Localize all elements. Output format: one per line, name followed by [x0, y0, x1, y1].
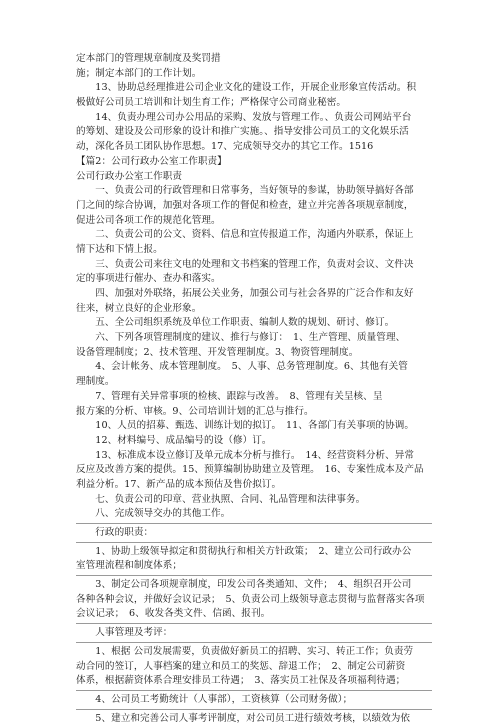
text-line: 的筹划、建设及公司形象的设计和推广实施。、指导安排公司员工的文化娱乐活	[76, 126, 409, 138]
text-line: 7、管理有关异常事项的检核、跟踪与改善。 8、管理有关呈核、呈	[76, 390, 383, 402]
text-line: 人事管理及考评：	[76, 627, 173, 639]
text-line: 定的事项进行催办、查办和落实。	[76, 273, 221, 285]
text-line: 4、会计帐务、成本管理制度。 5、人事、总务管理制度。6、其他有关管	[76, 361, 408, 373]
divider-line	[76, 523, 432, 524]
text-line: 促进公司各项工作的规范化管理。	[76, 214, 221, 226]
text-line: 二、负责公司的公文、资料、信息和宣传报道工作，沟通内外联系，保证上	[76, 229, 414, 241]
text-line: 14、负责办理公司办公用品的采购、发放与管理工作。、负责公司网站平台	[76, 111, 412, 123]
text-line: 门之间的综合协调，加强对各项工作的督促和检查，建立并完善各项规章制度，	[76, 199, 414, 211]
text-line: 八、完成领导交办的其他工作。	[76, 508, 231, 520]
text-line: 行政的职责：	[76, 527, 154, 538]
divider-line	[76, 642, 432, 643]
text-line: 动，深化各员工团队协作思想。17、完成领导交办的其它工作。1516	[76, 141, 374, 153]
document-page	[76, 52, 432, 726]
text-line: 13、标准成本设立修订及单元成本分析与推行。 14、经营资料分析、异常	[76, 449, 415, 461]
text-line: 定本部门的管理规章制度及奖罚措	[76, 53, 221, 64]
text-line: 会议记录； 6、收发各类文件、信函、报刊。	[76, 608, 271, 620]
text-line: 极做好公司员工培训和计划生育工作；严格保守公司商业秘密。	[76, 97, 347, 109]
text-line: 公司行政办公室工作职责	[76, 170, 183, 182]
text-line: 5、建立和完善公司人事考评制度，对公司员工进行绩效考核，以绩效为依	[76, 712, 411, 724]
text-line: 情下达和下情上报。	[76, 243, 163, 255]
text-line: 室管理流程和制度体系；	[76, 560, 183, 572]
text-line: 理制度。	[76, 376, 115, 388]
text-line: 三、负责公司来往文电的处理和文书档案的管理工作，负责对会议、文件决	[76, 258, 414, 270]
text-line: 七、负责公司的印章、营业执照、合同、礼品管理和法律事务。	[76, 493, 366, 505]
text-line: 五、全公司组织系统及单位工作职责、编制人数的规划、研讨、修订。	[76, 317, 395, 329]
text-line: 1、协助上级领导拟定和贯彻执行和相关方针政策； 2、建立公司行政办公	[76, 545, 412, 557]
text-line: 一、负责公司的行政管理和日常事务，当好领导的参谋，协助领导搞好各部	[76, 185, 414, 197]
divider-line	[76, 575, 432, 576]
text-line: 四、加强对外联络，拓展公关业务，加强公司与社会各界的广泛合作和友好	[76, 288, 414, 299]
text-line: 3、制定公司各项规章制度，印发公司各类通知、文件； 4、组织召开公司	[76, 579, 412, 591]
text-line: 动合同的签订，人事档案的建立和员工的奖惩、辞退工作； 2、制定公司薪资	[76, 660, 406, 672]
text-line: 往来，树立良好的企业形象。	[76, 302, 202, 314]
divider-line	[76, 542, 432, 543]
text-line: 各种各种会议，并做好会议记录； 5、负责公司上级领导意志贯彻与监督落实各项	[76, 593, 425, 605]
text-line: 13、协助总经理推进公司企业文化的建设工作，开展企业形象宣传活动。积	[76, 82, 417, 94]
text-line: 1、根据 公司发展需要，负责做好新员工的招聘、实习、转正工作；负责劳	[76, 645, 414, 657]
divider-line	[76, 623, 432, 624]
text-line: 反应及改善方案的提供。15、预算编制协助建立及管理。 16、专案性成本及产品	[76, 464, 424, 476]
text-line: 报方案的分析、审核。9、公司培训计划的汇总与推行。	[76, 405, 314, 417]
text-line: 设备管理制度；2、技术管理、开发管理制度。3、物资管理制度。	[76, 346, 359, 358]
text-line: 10、人员的招募、甄选、训练计划的拟订。 11、各部门有关事项的协调。	[76, 420, 415, 432]
divider-line	[76, 709, 432, 710]
text-line: 利益分析。17、新产品的成本预估及售价拟订。	[76, 478, 282, 490]
text-line: 4、公司员工考勤统计（人事部），工资核算（公司财务做）；	[76, 693, 353, 705]
text-line: 体系，根据薪资体系合理安排员工待遇； 3、落实员工社保及各项福利待遇；	[76, 675, 406, 687]
divider-line	[76, 690, 432, 691]
text-line: 12、材料编号、成品编号的设（修）订。	[76, 434, 272, 446]
text-line: 六、下列各项管理制度的建议、推行与修订： 1、生产管理、质量管理、	[76, 332, 406, 344]
text-line: 施；制定本部门的工作计划。	[76, 67, 202, 79]
text-line: 【篇2：公司行政办公室工作职责】	[76, 155, 227, 167]
